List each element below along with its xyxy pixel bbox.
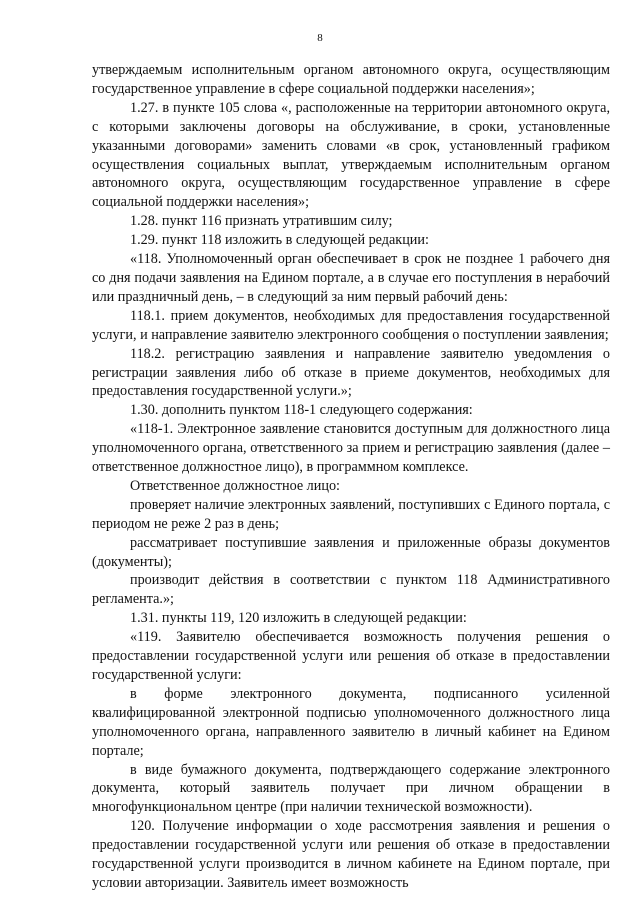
- paragraph: проверяет наличие электронных заявлений, поступивших с Единого портала, с периодом не реже 2 раз в день;: [92, 496, 610, 532]
- document-body: [92, 61, 610, 893]
- paragraph: «118-1. Электронное заявление становится доступным для должностного лица уполномоченного органа, ответственного за прием и регистрацию заявления (далее – ответственное должностное лицо), в программном комплексе.: [92, 421, 610, 476]
- page-number: 8: [317, 32, 323, 44]
- paragraph: утверждаемым исполнительным органом автономного округа, осуществляющим государственное управление в сфере социальной поддержки населения»;: [92, 62, 610, 97]
- paragraph: в виде бумажного документа, подтверждающего содержание электронного документа, который заявитель получает при личном обращении в многофункциональном центре (при наличии технической возможности).: [92, 761, 610, 816]
- paragraph: 1.31. пункты 119, 120 изложить в следующей редакции:: [130, 610, 467, 627]
- paragraph: 120. Получение информации о ходе рассмотрения заявления и решения о предоставлении государственной услуги или решения об отказе в предоставлении государственной услуги производится в личном кабинете на Едином портале, при условии авторизации. Заявитель имеет возможность: [92, 818, 610, 891]
- paragraph: 1.27. в пункте 105 слова «, расположенные на территории автономного округа, с которыми заключены договоры на обслуживание, в сроки, установленные указанными договорами» заменить словами «в срок, установленный графиком осуществления социальных выплат, утверждаемым исполнительным органом автономного округа, осуществляющим государственное управление в сфере социальной поддержки населения»;: [92, 99, 610, 211]
- paragraph: 118.1. прием документов, необходимых для предоставления государственной услуги, и направление заявителю электронного сообщения о поступлении заявления;: [92, 307, 610, 343]
- paragraph: в форме электронного документа, подписанного усиленной квалифицированной электронной подписью уполномоченного должностного лица уполномоченного органа, направленного заявителю в личный кабинет на Едином портале;: [92, 685, 610, 759]
- paragraph: «119. Заявителю обеспечивается возможность получения решения о предоставлении государственной услуги или решения об отказе в предоставлении государственной услуги:: [92, 629, 610, 683]
- paragraph: 1.29. пункт 118 изложить в следующей редакции:: [130, 232, 429, 249]
- paragraph: «118. Уполномоченный орган обеспечивает в срок не позднее 1 рабочего дня со дня подачи заявления на Едином портале, а в случае его поступления в нерабочий или праздничный день, – в следующий за ним первый рабочий день:: [92, 251, 610, 305]
- paragraph: рассматривает поступившие заявления и приложенные образы документов (документы);: [92, 534, 610, 570]
- paragraph: 118.2. регистрацию заявления и направление заявителю уведомления о регистрации заявления либо об отказе в приеме документов, необходимых для предоставления государственной услуги.»;: [92, 345, 610, 400]
- paragraph: производит действия в соответствии с пунктом 118 Административного регламента.»;: [92, 572, 610, 608]
- paragraph: 1.30. дополнить пунктом 118-1 следующего содержания:: [130, 402, 473, 419]
- paragraph: Ответственное должностное лицо:: [130, 477, 340, 494]
- paragraph: 1.28. пункт 116 признать утратившим силу;: [130, 213, 393, 230]
